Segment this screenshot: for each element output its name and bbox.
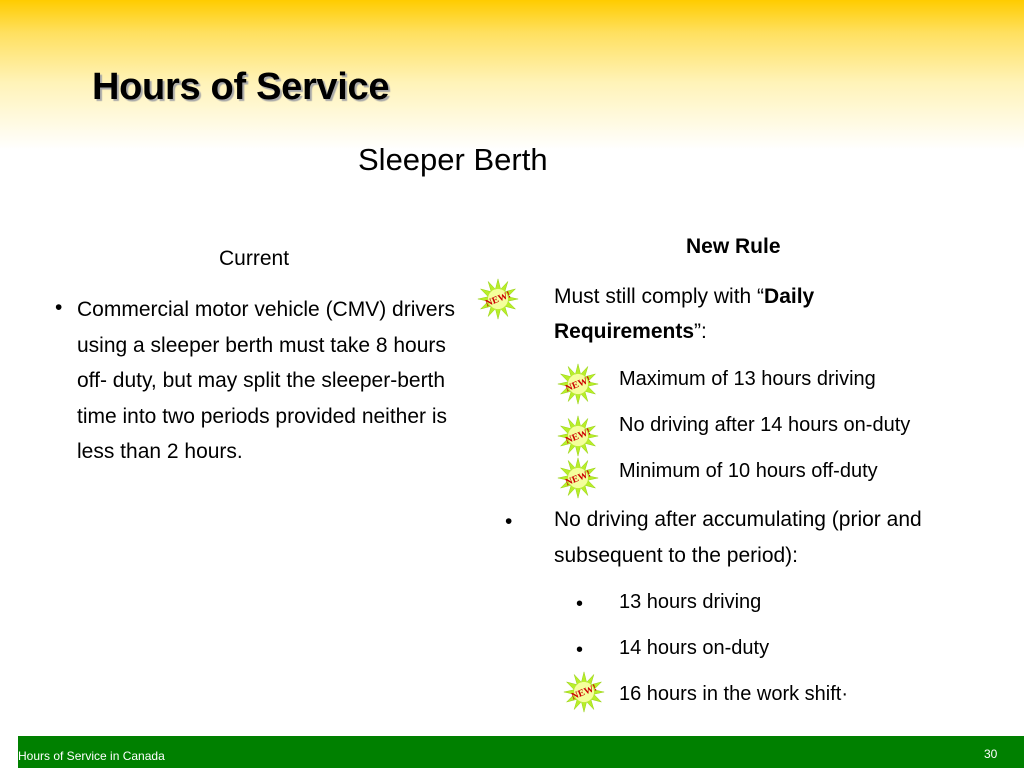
new-badge-label: NEW! <box>483 289 513 310</box>
limit-bullet-marker: • <box>576 593 584 615</box>
new-badge-icon <box>563 671 605 713</box>
limit-bullet-marker: • <box>576 639 584 661</box>
new-badge-label: NEW! <box>563 374 593 395</box>
footer-title: Hours of Service in Canada <box>18 749 165 763</box>
new-badge-label: NEW! <box>569 682 599 703</box>
new-badge-icon <box>557 415 599 457</box>
daily-requirements-bold-2: Requirements <box>554 320 695 343</box>
current-rule-text: Commercial motor vehicle (CMV) drivers using a sleeper berth must take 8 hours off- duty, but may split the sleeper-berth time into two periods provided neither is less than 2 hours. <box>77 298 456 464</box>
new-badge-icon <box>557 363 599 405</box>
current-bullet-marker: • <box>55 296 63 319</box>
slide-subtitle: Sleeper Berth <box>358 142 548 177</box>
daily-requirements-bold-1: Daily <box>764 285 815 308</box>
limit-item: 16 hours in the work shift· <box>619 683 848 705</box>
current-column-heading: Current <box>219 247 290 270</box>
daily-requirements-intro-line1 <box>554 285 814 309</box>
daily-requirement-item: No driving after 14 hours on-duty <box>619 414 911 436</box>
limit-item: 14 hours on-duty <box>619 637 770 659</box>
accumulating-rule-line2: subsequent to the period): <box>554 544 799 567</box>
accumulating-rule-line1: No driving after accumulating (prior and <box>554 508 922 531</box>
slide-title: Hours of Service <box>92 66 390 108</box>
new-rule-heading: New Rule <box>686 235 781 258</box>
limit-item: 13 hours driving <box>619 591 762 613</box>
new-badge-icon <box>477 278 519 320</box>
new-badge-label: NEW! <box>563 426 593 447</box>
daily-requirement-item: Maximum of 13 hours driving <box>619 368 876 390</box>
daily-requirements-suffix: ”: <box>694 320 707 343</box>
footer-bar <box>18 736 1024 768</box>
accumulating-bullet-marker: • <box>505 510 513 533</box>
new-badge-icon <box>557 457 599 499</box>
daily-requirements-intro-line2 <box>554 320 707 344</box>
new-badge-label: NEW! <box>563 468 593 489</box>
daily-requirement-item: Minimum of 10 hours off-duty <box>619 460 878 482</box>
daily-requirements-prefix: Must still comply with “ <box>554 285 765 308</box>
slide-number: 30 <box>984 747 998 761</box>
